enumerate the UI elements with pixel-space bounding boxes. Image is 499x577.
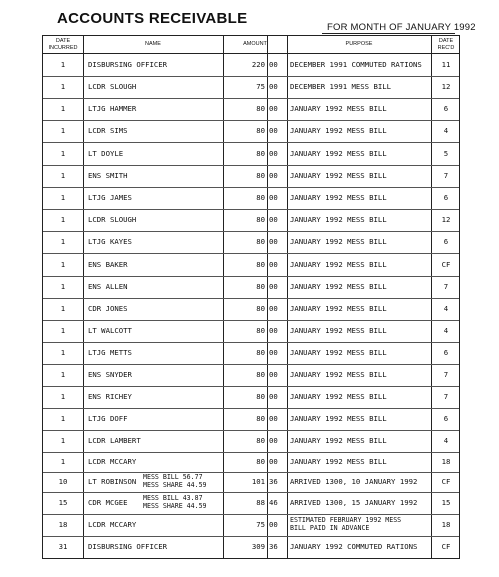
purpose-cell: JANUARY 1992 MESS BILL — [290, 237, 387, 246]
date-incurred-cell: 1 — [60, 237, 66, 246]
date-recd-cell: 4 — [443, 304, 449, 313]
name-cell: LT WALCOTT — [88, 326, 132, 335]
amount-dollars-cell: 80 — [256, 215, 265, 224]
amount-cents-cell: 00 — [269, 414, 278, 423]
date-recd-cell: 7 — [443, 392, 449, 401]
amount-dollars-cell: 80 — [256, 282, 265, 291]
row-divider — [43, 536, 459, 537]
purpose-cell: JANUARY 1992 MESS BILL — [290, 104, 387, 113]
name-cell: ENS SNYDER — [88, 370, 132, 379]
amount-dollars-cell: 80 — [256, 237, 265, 246]
row-divider — [43, 514, 459, 515]
amount-cents-cell: 00 — [269, 171, 278, 180]
purpose-cell: DECEMBER 1991 MESS BILL — [290, 82, 392, 91]
month-underline — [322, 33, 455, 34]
purpose-cell: JANUARY 1992 MESS BILL — [290, 370, 387, 379]
date-recd-cell: 4 — [443, 326, 449, 335]
date-recd-cell: 5 — [443, 148, 449, 158]
row-divider — [43, 187, 459, 188]
purpose-cell: JANUARY 1992 MESS BILL — [290, 436, 387, 445]
row-divider — [43, 209, 459, 210]
date-incurred-cell: 1 — [60, 392, 66, 401]
purpose-cell: JANUARY 1992 MESS BILL — [290, 171, 387, 180]
amount-cents-cell: 00 — [269, 348, 278, 357]
name-cell: ENS ALLEN — [88, 282, 128, 291]
row-divider — [43, 165, 459, 166]
purpose-cell: ARRIVED 1300, 10 JANUARY 1992 — [290, 477, 418, 486]
col-divider — [267, 36, 268, 558]
col-divider — [83, 36, 84, 558]
date-recd-cell: CF — [441, 477, 451, 486]
date-incurred-cell: 1 — [60, 304, 66, 313]
date-recd-cell: 18 — [441, 457, 451, 466]
amount-cents-cell: 46 — [269, 498, 278, 507]
amount-cents-cell: 00 — [269, 259, 278, 269]
date-incurred-cell: 1 — [60, 171, 66, 180]
purpose-cell: ESTIMATED FEBRUARY 1992 MESS — [290, 516, 402, 524]
name-cell: LTJG KAYES — [88, 237, 132, 246]
amount-dollars-cell: 80 — [256, 436, 265, 445]
amount-dollars-cell: 80 — [256, 193, 265, 202]
date-incurred-cell: 15 — [58, 498, 68, 507]
purpose-cell: JANUARY 1992 MESS BILL — [290, 126, 387, 135]
name-cell: DISBURSING OFFICER — [88, 542, 168, 551]
amount-cents-cell: 00 — [269, 237, 278, 246]
mess-share-subline: MESS SHARE 44.59 — [143, 481, 207, 489]
purpose-cell: JANUARY 1992 MESS BILL — [290, 259, 387, 269]
date-incurred-cell: 31 — [58, 542, 68, 551]
row-divider — [43, 386, 459, 387]
amount-dollars-cell: 75 — [256, 82, 265, 91]
name-cell: ENS SMITH — [88, 171, 128, 180]
mess-share-subline: MESS SHARE 44.59 — [143, 502, 207, 510]
name-cell: CDR JONES — [88, 304, 128, 313]
date-recd-cell: 6 — [443, 193, 449, 202]
name-cell: CDR MCGEE — [88, 498, 128, 507]
date-recd-cell: 6 — [443, 348, 449, 357]
row-divider — [43, 408, 459, 409]
row-divider — [43, 452, 459, 453]
date-recd-cell: 7 — [443, 370, 449, 379]
amount-cents-cell: 36 — [269, 477, 278, 486]
amount-cents-cell: 00 — [269, 104, 278, 113]
amount-cents-cell: 00 — [269, 520, 278, 529]
date-incurred-cell: 18 — [58, 520, 68, 529]
row-divider — [43, 76, 459, 77]
date-incurred-cell: 1 — [60, 126, 66, 135]
month-label: FOR MONTH OF JANUARY 1992 — [327, 22, 476, 33]
row-divider — [43, 142, 459, 143]
amount-dollars-cell: 80 — [256, 392, 265, 401]
row-divider — [43, 364, 459, 365]
page-title: ACCOUNTS RECEIVABLE — [57, 10, 248, 27]
name-cell: LTJG DOFF — [88, 414, 128, 423]
mess-bill-subline: MESS BILL 43.87 — [143, 494, 203, 502]
name-cell: LCDR MCCARY — [88, 457, 137, 466]
amount-dollars-cell: 220 — [251, 59, 265, 69]
date-recd-cell: 11 — [441, 59, 451, 69]
date-recd-cell: 6 — [443, 237, 449, 246]
name-cell: LCDR MCCARY — [88, 520, 137, 529]
amount-cents-cell: 00 — [269, 193, 278, 202]
date-incurred-cell: 1 — [60, 59, 66, 69]
amount-dollars-cell: 75 — [256, 520, 265, 529]
date-incurred-cell: 1 — [60, 215, 66, 224]
purpose-cell: JANUARY 1992 MESS BILL — [290, 215, 387, 224]
name-cell: LCDR SIMS — [88, 126, 128, 135]
amount-dollars-cell: 88 — [256, 498, 265, 507]
amount-cents-cell: 00 — [269, 304, 278, 313]
row-divider — [43, 120, 459, 121]
name-cell: ENS BAKER — [88, 259, 128, 269]
amount-cents-cell: 00 — [269, 82, 278, 91]
name-cell: ENS RICHEY — [88, 392, 132, 401]
date-recd-cell: 7 — [443, 282, 449, 291]
amount-dollars-cell: 80 — [256, 126, 265, 135]
amount-dollars-cell: 80 — [256, 457, 265, 466]
row-divider — [43, 492, 459, 493]
row-divider — [43, 253, 459, 254]
amount-dollars-cell: 101 — [251, 477, 265, 486]
amount-cents-cell: 00 — [269, 282, 278, 291]
amount-dollars-cell: 80 — [256, 104, 265, 113]
purpose-cell: DECEMBER 1991 COMMUTED RATIONS — [290, 59, 422, 69]
name-cell: LTJG HAMMER — [88, 104, 137, 113]
header-divider — [43, 53, 459, 54]
date-incurred-cell: 1 — [60, 259, 66, 269]
amount-dollars-cell: 80 — [256, 348, 265, 357]
purpose-cell: JANUARY 1992 COMMUTED RATIONS — [290, 542, 418, 551]
date-recd-cell: 12 — [441, 215, 451, 224]
date-recd-cell: 6 — [443, 104, 449, 113]
amount-dollars-cell: 309 — [251, 542, 265, 551]
amount-cents-cell: 00 — [269, 126, 278, 135]
date-incurred-cell: 1 — [60, 148, 66, 158]
amount-dollars-cell: 80 — [256, 259, 265, 269]
purpose-cell: JANUARY 1992 MESS BILL — [290, 282, 387, 291]
date-incurred-cell: 1 — [60, 348, 66, 357]
amount-cents-cell: 00 — [269, 370, 278, 379]
amount-cents-cell: 00 — [269, 457, 278, 466]
amount-dollars-cell: 80 — [256, 304, 265, 313]
header-date-recd: DATE REC'D — [437, 38, 455, 51]
amount-dollars-cell: 80 — [256, 326, 265, 335]
name-cell: LT DOYLE — [88, 148, 124, 158]
date-recd-cell: 4 — [443, 126, 449, 135]
row-divider — [43, 430, 459, 431]
amount-cents-cell: 00 — [269, 59, 278, 69]
purpose-cell: JANUARY 1992 MESS BILL — [290, 392, 387, 401]
amount-cents-cell: 36 — [269, 542, 278, 551]
header-amount: AMOUNT — [243, 41, 267, 47]
mess-bill-subline: MESS BILL 56.77 — [143, 473, 203, 481]
amount-cents-cell: 00 — [269, 148, 278, 158]
row-divider — [43, 320, 459, 321]
date-incurred-cell: 1 — [60, 282, 66, 291]
name-cell: LT ROBINSON — [88, 477, 137, 486]
row-divider — [43, 472, 459, 473]
purpose-cell: JANUARY 1992 MESS BILL — [290, 326, 387, 335]
amount-dollars-cell: 80 — [256, 414, 265, 423]
purpose-cell: JANUARY 1992 MESS BILL — [290, 348, 387, 357]
date-recd-cell: 15 — [441, 498, 451, 507]
purpose-cell: JANUARY 1992 MESS BILL — [290, 193, 387, 202]
date-incurred-cell: 1 — [60, 104, 66, 113]
date-recd-cell: CF — [441, 259, 451, 269]
name-cell: DISBURSING OFFICER — [88, 59, 168, 69]
purpose-cell: ARRIVED 1300, 15 JANUARY 1992 — [290, 498, 418, 507]
amount-dollars-cell: 80 — [256, 148, 265, 158]
purpose-cell: JANUARY 1992 MESS BILL — [290, 414, 387, 423]
col-divider — [287, 36, 288, 558]
purpose-cell: JANUARY 1992 MESS BILL — [290, 148, 387, 158]
date-incurred-cell: 1 — [60, 82, 66, 91]
amount-cents-cell: 00 — [269, 436, 278, 445]
header-purpose: PURPOSE — [345, 41, 373, 47]
date-incurred-cell: 1 — [60, 436, 66, 445]
date-incurred-cell: 10 — [58, 477, 68, 486]
name-cell: LCDR LAMBERT — [88, 436, 141, 445]
date-recd-cell: 4 — [443, 436, 449, 445]
name-cell: LCDR SLOUGH — [88, 82, 137, 91]
amount-cents-cell: 00 — [269, 326, 278, 335]
row-divider — [43, 298, 459, 299]
header-date-incurred: DATE INCURRED — [48, 38, 78, 51]
date-recd-cell: 7 — [443, 171, 449, 180]
ledger-table — [42, 35, 460, 559]
date-recd-cell: 18 — [441, 520, 451, 529]
date-incurred-cell: 1 — [60, 457, 66, 466]
amount-cents-cell: 00 — [269, 392, 278, 401]
name-cell: LTJG JAMES — [88, 193, 132, 202]
name-cell: LCDR SLOUGH — [88, 215, 137, 224]
amount-dollars-cell: 80 — [256, 370, 265, 379]
date-recd-cell: 6 — [443, 414, 449, 423]
date-incurred-cell: 1 — [60, 326, 66, 335]
amount-cents-cell: 00 — [269, 215, 278, 224]
row-divider — [43, 342, 459, 343]
name-cell: LTJG METTS — [88, 348, 132, 357]
date-incurred-cell: 1 — [60, 414, 66, 423]
purpose-cell: JANUARY 1992 MESS BILL — [290, 304, 387, 313]
purpose-cell-line2: BILL PAID IN ADVANCE — [290, 524, 370, 532]
row-divider — [43, 231, 459, 232]
purpose-cell: JANUARY 1992 MESS BILL — [290, 457, 387, 466]
date-recd-cell: CF — [441, 542, 451, 551]
date-incurred-cell: 1 — [60, 193, 66, 202]
date-incurred-cell: 1 — [60, 370, 66, 379]
amount-dollars-cell: 80 — [256, 171, 265, 180]
header-name: NAME — [145, 41, 161, 47]
row-divider — [43, 98, 459, 99]
date-recd-cell: 12 — [441, 82, 451, 91]
row-divider — [43, 276, 459, 277]
